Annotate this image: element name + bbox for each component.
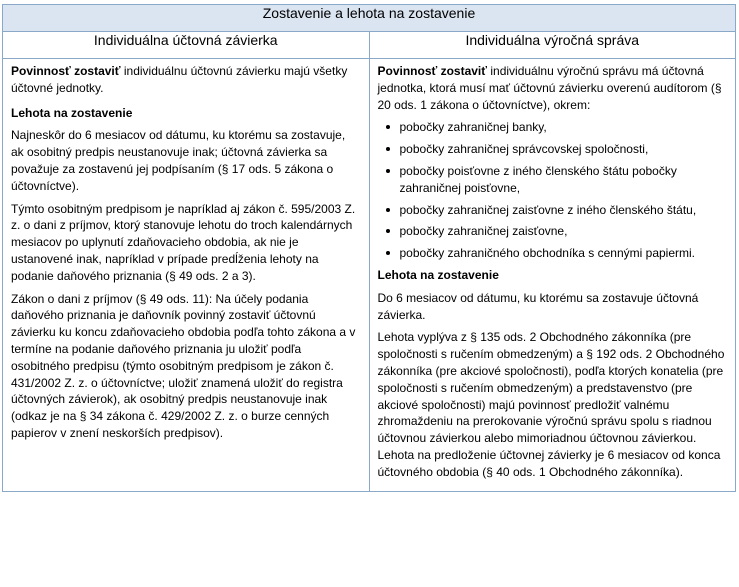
right-intro-bold: Povinnosť zostaviť	[377, 64, 488, 78]
right-paragraph-1: Do 6 mesiacov od dátumu, ku ktorému sa zostavuje účtovná závierka.	[377, 290, 699, 322]
left-intro	[11, 63, 361, 97]
list-item: pobočky zahraničnej zaisťovne z iného členského štátu,	[400, 202, 728, 219]
exceptions-list	[378, 119, 728, 262]
table-title: Zostavenie a lehota na zostavenie	[3, 5, 736, 32]
left-paragraph-2: Týmto osobitným predpisom je napríklad aj zákon č. 595/2003 Z. z. o dani z príjmov, ktorý stanovuje lehotu do troch kalendárnych mesiacov po uplynutí zdaňovacieho obdobia, ak nie je ustanovené inak, napríklad v prípade predĺženia lehoty na podanie daňového priznania (§ 49 ods. 2 a 3).	[11, 201, 356, 283]
header-row	[3, 32, 736, 59]
left-column	[3, 59, 370, 492]
header-right: Individuálna výročná správa	[369, 32, 736, 59]
left-deadline-heading: Lehota na zostavenie	[11, 105, 133, 120]
right-intro	[378, 63, 728, 113]
list-item: pobočky zahraničnej zaisťovne,	[400, 223, 728, 240]
comparison-table	[2, 4, 736, 492]
left-intro-text: individuálnu účtovnú závierku majú všetky účtovné jednotky.	[11, 64, 348, 95]
left-paragraph-1: Najneskôr do 6 mesiacov od dátumu, ku ktorému sa zostavuje, ak osobitný predpis neustanovuje inak; účtovná závierka sa považuje za zostavenú jej podpísaním (§ 17 ods. 5 zákona o účtovníctve).	[11, 128, 346, 193]
right-intro-text: individuálnu výročnú správu má účtovná jednotka, ktorá musí mať účtovnú závierku overenú audítorom (§ 20 ods. 1 zákona o účtovníctve), okrem:	[377, 64, 722, 112]
right-paragraph-2: Lehota vyplýva z § 135 ods. 2 Obchodného zákonníka (pre spoločnosti s ručením obmedzeným) a § 192 ods. 2 Obchodného zákonníka (pre akciové spoločnosti), podľa ktorých konatelia (pre spoločnosti s ručením obmedzeným) a predstavenstvo (pre akciové spoločnosti) majú povinnosť predložiť valnému zhromaždeniu na prerokovanie výročnú správu spolu s riadnou účtovnou závierkou alebo mimoriadnou účtovnou závierkou. Lehota na predloženie účtovnej závierky je 6 mesiacov od konca účtovného obdobia (§ 40 ods. 1 Obchodného zákonníka).	[377, 330, 725, 479]
document-table-wrapper	[2, 4, 736, 492]
right-deadline-heading: Lehota na zostavenie	[377, 267, 499, 282]
list-item: pobočky zahraničnej banky,	[400, 119, 728, 136]
list-item: pobočky zahraničného obchodníka s cennými papiermi.	[400, 245, 728, 262]
header-left: Individuálna účtovná závierka	[3, 32, 370, 59]
list-item: pobočky zahraničnej správcovskej spoločnosti,	[400, 141, 728, 158]
list-item: pobočky poisťovne z iného členského štátu pobočky zahraničnej poisťovne,	[400, 163, 728, 197]
right-column	[369, 59, 736, 492]
title-row	[3, 5, 736, 32]
content-row	[3, 59, 736, 492]
left-intro-bold: Povinnosť zostaviť	[11, 64, 121, 78]
left-paragraph-3: Zákon o dani z príjmov (§ 49 ods. 11): Na účely podania daňového priznania je daňovník povinný zostaviť účtovnú závierku ku koncu zdaňovacieho obdobia podľa tohto zákona a v termíne na podanie daňového priznania ju uložiť podľa osobitného predpisu (týmto osobitným predpisom je zákon č. 431/2002 Z. z. o účtovníctve; uložiť znamená uložiť do registra účtovných závierok), ak osobitný predpis neustanovuje inak (odkaz je na § 34 zákona č. 429/2002 Z. z. o burze cenných papierov v znení neskorších predpisov).	[11, 291, 356, 440]
